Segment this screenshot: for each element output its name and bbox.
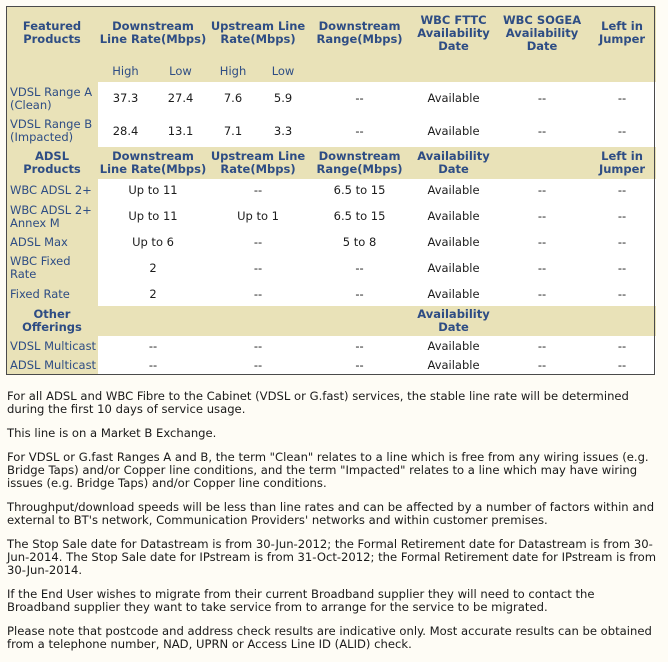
featured-header-row: [6, 6, 656, 60]
downstream-rate: Up to 11: [98, 202, 208, 231]
left-in-jumper: --: [588, 202, 656, 231]
subheader-high: High: [98, 60, 153, 82]
note-paragraph: For all ADSL and WBC Fibre to the Cabinet (VDSL or G.fast) services, the stable line rate will be determined during the first 10 days of service usage.: [7, 389, 629, 416]
availability: Available: [411, 202, 496, 231]
header-other-offerings: Other Offerings: [6, 306, 98, 336]
downstream-range: 6.5 to 15: [308, 202, 411, 231]
table-row: [6, 283, 656, 306]
upstream-rate: Up to 1: [208, 202, 308, 231]
adsl-header-row: [6, 147, 656, 179]
sogea-availability: --: [496, 253, 588, 283]
downstream-rate: Up to 11: [98, 179, 208, 202]
note-paragraph: For VDSL or G.fast Ranges A and B, the term "Clean" relates to a line which is free from any wiring issues (e.g. Bridge Taps) and/or Copper line conditions, and the term "Impacted" relates to a line which may have wiring issues (e.g. Bridge Taps) and/or Copper line conditions.: [7, 450, 649, 490]
upstream-rate: --: [208, 253, 308, 283]
note-paragraph: Please note that postcode and address check results are indicative only. Most accurate results can be obtained from a telephone number, NAD, UPRN or Access Line ID (ALID) check.: [7, 624, 652, 651]
upstream-high: 7.1: [208, 115, 258, 147]
upstream-rate: --: [208, 336, 308, 356]
product-name: VDSL Range A (Clean): [6, 82, 98, 115]
left-in-jumper: --: [588, 356, 656, 375]
downstream-rate: Up to 6: [98, 231, 208, 253]
downstream-range: 5 to 8: [308, 231, 411, 253]
downstream-high: 28.4: [98, 115, 153, 147]
downstream-range: --: [308, 336, 411, 356]
upstream-rate: --: [208, 231, 308, 253]
header-availability-date: Availability Date: [411, 306, 496, 336]
upstream-rate: --: [208, 283, 308, 306]
downstream-low: 13.1: [153, 115, 208, 147]
header-wbc-fttc-availability: WBC FTTC Availability Date: [411, 6, 496, 60]
sogea-availability: --: [496, 356, 588, 375]
left-in-jumper: --: [588, 179, 656, 202]
table-row: [6, 336, 656, 356]
upstream-rate: --: [208, 179, 308, 202]
sogea-availability: --: [496, 231, 588, 253]
downstream-range: --: [308, 283, 411, 306]
header-left-in-jumper: Left in Jumper: [588, 6, 656, 60]
sogea-availability: --: [496, 283, 588, 306]
table-row: [6, 253, 656, 283]
downstream-high: 37.3: [98, 82, 153, 115]
subheader-low: Low: [258, 60, 308, 82]
downstream-rate: --: [98, 336, 208, 356]
availability: Available: [411, 283, 496, 306]
sogea-availability: --: [496, 202, 588, 231]
sogea-availability: --: [496, 336, 588, 356]
header-downstream-range: Downstream Range(Mbps): [308, 147, 411, 179]
sogea-availability: --: [496, 82, 588, 115]
table-row: [6, 179, 656, 202]
header-upstream-line-rate: Upstream Line Rate(Mbps): [208, 6, 308, 60]
product-name: VDSL Multicast: [6, 336, 98, 356]
header-availability-date: Availability Date: [411, 147, 496, 179]
table-row: [6, 202, 656, 231]
subheader-low: Low: [153, 60, 208, 82]
left-in-jumper: --: [588, 336, 656, 356]
product-name: WBC Fixed Rate: [6, 253, 98, 283]
note-paragraph: Throughput/download speeds will be less than line rates and can be affected by a number of factors within and external to BT's network, Communication Providers' networks and within customer premises.: [7, 500, 655, 527]
table-row: [6, 231, 656, 253]
left-in-jumper: --: [588, 231, 656, 253]
product-name: VDSL Range B (Impacted): [6, 115, 98, 147]
header-downstream-line-rate: Downstream Line Rate(Mbps): [98, 6, 208, 60]
upstream-low: 5.9: [258, 82, 308, 115]
left-in-jumper: --: [588, 253, 656, 283]
note-paragraph: The Stop Sale date for Datastream is from 30-Jun-2012; the Formal Retirement date for Datastream is from 30-Jun-2014. The Stop Sale date for IPstream is from 31-Oct-2012; the Formal Retirement date for IPstream is from 30-Jun-2014.: [7, 537, 657, 577]
product-name: ADSL Multicast: [6, 356, 98, 375]
left-in-jumper: --: [588, 115, 656, 147]
header-wbc-sogea-availability: WBC SOGEA Availability Date: [496, 6, 588, 60]
availability: Available: [411, 336, 496, 356]
downstream-range: 6.5 to 15: [308, 179, 411, 202]
downstream-low: 27.4: [153, 82, 208, 115]
subheader-high: High: [208, 60, 258, 82]
left-in-jumper: --: [588, 283, 656, 306]
product-name: Fixed Rate: [6, 283, 98, 306]
note-paragraph: This line is on a Market B Exchange.: [7, 426, 217, 440]
header-featured-products: Featured Products: [6, 6, 98, 60]
downstream-range: --: [308, 115, 411, 147]
left-in-jumper: --: [588, 82, 656, 115]
notes-section: [7, 390, 657, 662]
product-name: ADSL Max: [6, 231, 98, 253]
availability: Available: [411, 179, 496, 202]
upstream-high: 7.6: [208, 82, 258, 115]
fttc-availability: Available: [411, 82, 496, 115]
header-downstream-line-rate: Downstream Line Rate(Mbps): [98, 147, 208, 179]
downstream-range: --: [308, 356, 411, 375]
availability: Available: [411, 356, 496, 375]
table-row: [6, 115, 656, 147]
downstream-range: --: [308, 82, 411, 115]
header-downstream-range: Downstream Range(Mbps): [308, 6, 411, 60]
other-offerings-header-row: [6, 306, 656, 336]
header-left-in-jumper: Left in Jumper: [588, 147, 656, 179]
table-row: [6, 356, 656, 375]
downstream-range: --: [308, 253, 411, 283]
downstream-rate: 2: [98, 253, 208, 283]
broadband-availability-table: [6, 6, 656, 375]
note-paragraph: If the End User wishes to migrate from their current Broadband supplier they will need to contact the Broadband supplier they want to take service from to arrange for the service to be migrated.: [7, 587, 595, 614]
header-upstream-line-rate: Upstream Line Rate(Mbps): [208, 147, 308, 179]
downstream-rate: 2: [98, 283, 208, 306]
product-name: WBC ADSL 2+ Annex M: [6, 202, 98, 231]
upstream-rate: --: [208, 356, 308, 375]
downstream-rate: --: [98, 356, 208, 375]
product-name: WBC ADSL 2+: [6, 179, 98, 202]
sogea-availability: --: [496, 115, 588, 147]
high-low-subheader-row: [6, 60, 656, 82]
table-row: [6, 82, 656, 115]
upstream-low: 3.3: [258, 115, 308, 147]
availability: Available: [411, 253, 496, 283]
fttc-availability: Available: [411, 115, 496, 147]
header-adsl-products: ADSL Products: [6, 147, 98, 179]
availability: Available: [411, 231, 496, 253]
sogea-availability: --: [496, 179, 588, 202]
